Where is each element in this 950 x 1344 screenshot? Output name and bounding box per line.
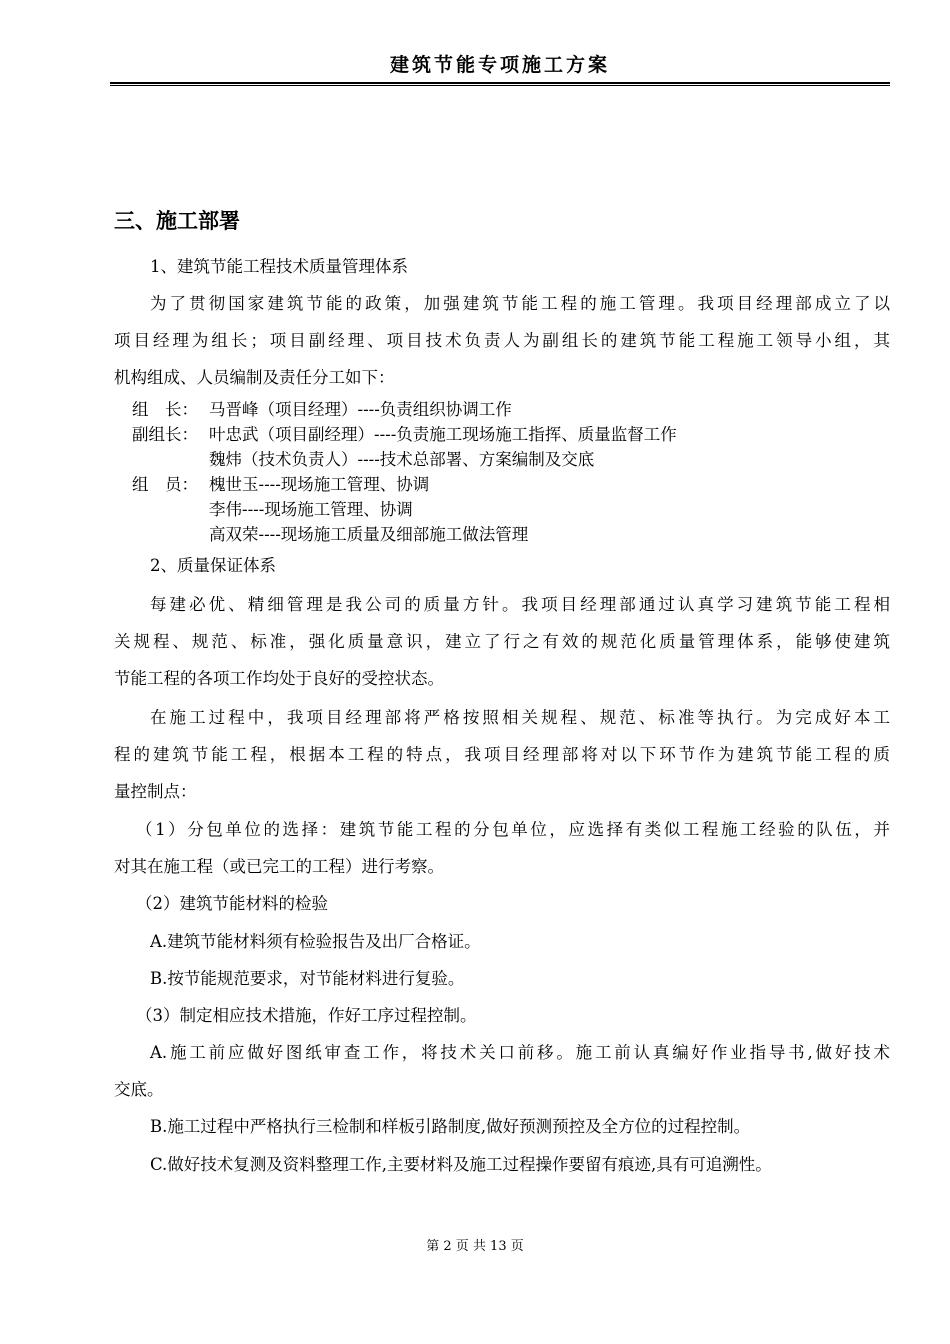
org-member-3 [209, 525, 528, 545]
item3-a-line-2: 交底。 [114, 1080, 164, 1099]
org-member-deputy-2: 魏炜（技术负责人）----技术总部署、方案编制及交底 [209, 450, 595, 469]
org-member-deputy-1: 叶忠武（项目副经理）----负责施工现场施工指挥、质量监督工作 [209, 425, 677, 444]
policy-line-1: 每建必优、精细管理是我公司的质量方针。我项目经理部通过认真学习建筑节能工程相 [150, 595, 890, 614]
subsection-heading-2: 2、质量保证体系 [150, 556, 276, 575]
item2-b: B.按节能规范要求，对节能材料进行复验。 [150, 969, 465, 988]
header-rule [110, 82, 890, 84]
org-role-deputy: 副组长： [132, 425, 198, 444]
policy-line-2: 关规程、规范、标准，强化质量意识，建立了行之有效的规范化质量管理体系，能够使建筑 [114, 632, 890, 651]
org-member-2: 李伟----现场施工管理、协调 [209, 500, 413, 519]
org-role-members: 组 员： [132, 475, 198, 494]
item1-line-2: 对其在施工程（或已完工的工程）进行考察。 [114, 857, 444, 876]
org-member-3-duty: ----现场施工质量及细部施工做法管理 [258, 525, 529, 544]
item3-b: B.施工过程中严格执行三检制和样板引路制度,做好预测预控及全方位的过程控制。 [150, 1117, 751, 1136]
policy-line-3: 节能工程的各项工作均处于良好的受控状态。 [114, 669, 444, 688]
org-member-leader: 马晋峰（项目经理）----负责组织协调工作 [209, 400, 512, 419]
item3-title: （3）制定相应技术措施，作好工序过程控制。 [136, 1006, 477, 1025]
intro-line-1: 为了贯彻国家建筑节能的政策，加强建筑节能工程的施工管理。我项目经理部成立了以 [150, 294, 890, 313]
item2-a: A.建筑节能材料须有检验报告及出厂合格证。 [150, 932, 481, 951]
org-member-1: 槐世玉----现场施工管理、协调 [209, 475, 430, 494]
header-rule-thin [110, 85, 890, 86]
header-title: 建筑节能专项施工方案 [389, 54, 610, 76]
process-line-3: 量控制点： [114, 782, 197, 801]
item2-title: （2）建筑节能材料的检验 [136, 894, 328, 913]
item3-a-line-1: A.施工前应做好图纸审查工作，将技术关口前移。施工前认真编好作业指导书,做好技术 [150, 1043, 890, 1062]
org-member-3-name: 高双荣 [209, 525, 259, 544]
page-footer: 第 2 页 共 13 页 [426, 1239, 524, 1254]
intro-line-2: 项目经理为组长；项目副经理、项目技术负责人为副组长的建筑节能工程施工领导小组，其 [114, 331, 890, 350]
process-line-1: 在施工过程中，我项目经理部将严格按照相关规程、规范、标准等执行。为完成好本工 [150, 708, 890, 727]
process-line-2: 程的建筑节能工程，根据本工程的特点，我项目经理部将对以下环节作为建筑节能工程的质 [114, 745, 890, 764]
item3-c: C.做好技术复测及资料整理工作,主要材料及施工过程操作要留有痕迹,具有可追溯性。 [150, 1155, 772, 1174]
item1-line-1: （1）分包单位的选择：建筑节能工程的分包单位，应选择有类似工程施工经验的队伍，并 [136, 820, 890, 839]
org-role-leader: 组 长： [132, 400, 198, 419]
section-title: 三、施工部署 [114, 209, 240, 233]
subsection-heading-1: 1、建筑节能工程技术质量管理体系 [150, 257, 408, 276]
intro-line-3: 机构组成、人员编制及责任分工如下： [114, 368, 395, 387]
